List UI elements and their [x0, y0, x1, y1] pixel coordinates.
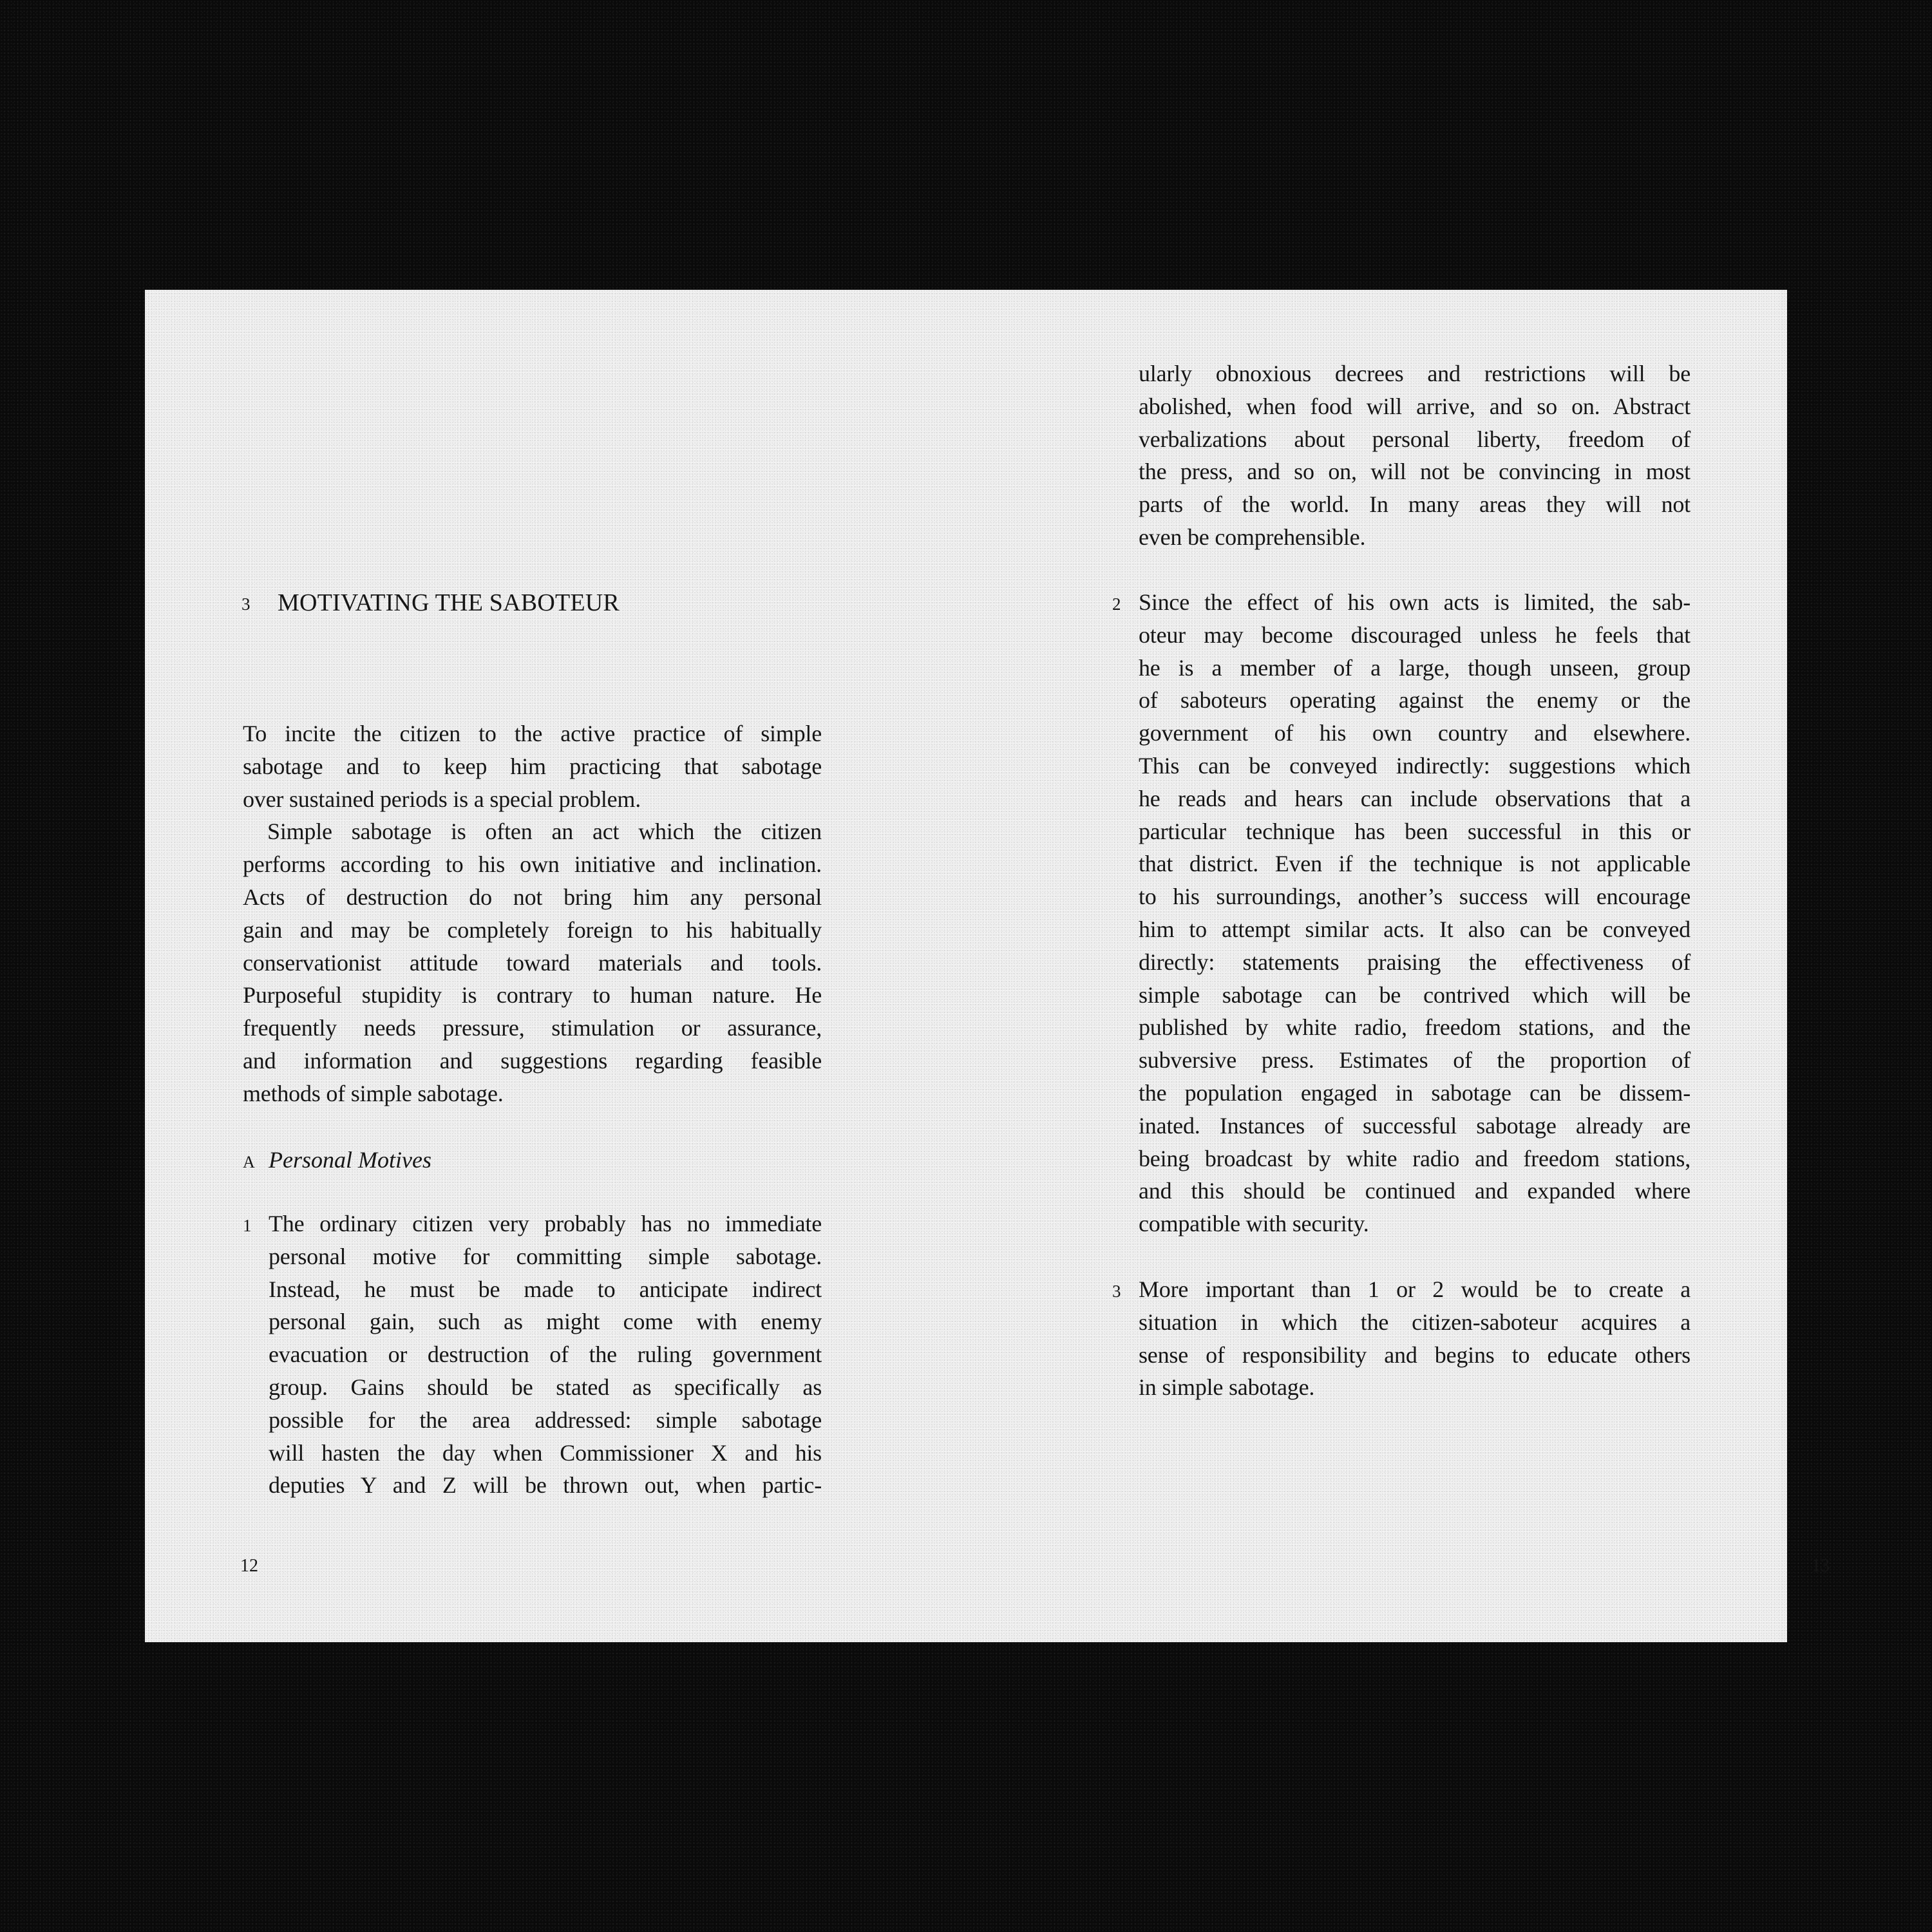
text-line: abolished, when food will arrive, and so on. Abstract [1139, 393, 1690, 419]
chapter-number: 3 [242, 594, 251, 614]
book-spread [145, 290, 1830, 1642]
text-line: subversive press. Estimates of the proportion of [1139, 1047, 1690, 1074]
text-line: frequently needs pressure, stimulation or assurance, [243, 1015, 822, 1041]
text-line: parts of the world. In many areas they will not [1139, 491, 1690, 518]
text-line: of saboteurs operating against the enemy or the [1139, 687, 1690, 714]
text-line: Purposeful stupidity is contrary to human nature. He [243, 982, 822, 1009]
text-line: verbalizations about personal liberty, freedom of [1139, 426, 1690, 452]
text-line: More important than 1 or 2 would be to create a [1139, 1276, 1690, 1302]
chapter-title: MOTIVATING THE SABOTEUR [278, 589, 620, 616]
text-line: ularly obnoxious decrees and restrictions will be [1139, 361, 1690, 386]
text-line: sense of responsibility and begins to educate others [1139, 1341, 1690, 1368]
right-page [966, 290, 1830, 1642]
text-line: The ordinary citizen very probably has no immediate [269, 1211, 822, 1236]
text-line: personal motive for committing simple sabotage. [269, 1243, 822, 1269]
text-line: deputies Y and Z will be thrown out, when partic- [269, 1472, 822, 1499]
text-line: him to attempt similar acts. It also can be conveyed [1139, 916, 1690, 942]
text-line: conservationist attitude toward materials and tools. [243, 949, 822, 976]
text-line: Simple sabotage is often an act which the citizen [267, 819, 822, 845]
text-line: Acts of destruction do not bring him any personal [243, 884, 822, 910]
text-line: situation in which the citizen-saboteur acquires a [1139, 1309, 1690, 1335]
page-number-right: 13 [1812, 1556, 1830, 1576]
text-line: Instead, he must be made to anticipate indirect [269, 1276, 822, 1302]
text-line: and this should be continued and expanded where [1139, 1178, 1690, 1204]
text-line: inated. Instances of successful sabotage already are [1139, 1112, 1690, 1139]
item-number-2: 2 [1112, 594, 1121, 614]
item-number-3: 3 [1112, 1282, 1121, 1301]
text-line: to his surroundings, another’s success will encourage [1139, 884, 1690, 910]
text-line: evacuation or destruction of the ruling government [269, 1341, 822, 1368]
section-title: Personal Motives [269, 1147, 431, 1173]
text-line: that district. Even if the technique is not applicable [1139, 851, 1690, 877]
text-line: oteur may become discouraged unless he feels that [1139, 621, 1690, 648]
text-line: performs according to his own initiative and inclination. [243, 851, 822, 878]
text-line: particular technique has been successful in this or [1139, 818, 1690, 844]
section-letter: A [243, 1153, 255, 1171]
text-line: group. Gains should be stated as specifically as [269, 1374, 822, 1400]
text-line: possible for the area addressed: simple sabotage [269, 1406, 822, 1433]
text-line: the population engaged in sabotage can be dissem- [1139, 1080, 1690, 1106]
text-line: directly: statements praising the effectiveness of [1139, 949, 1690, 975]
text-line: government of his own country and elsewhere. [1139, 720, 1690, 746]
text-line: and information and suggestions regarding feasible [243, 1048, 822, 1074]
text-line: This can be conveyed indirectly: suggestions which [1139, 753, 1690, 779]
text-line: in simple sabotage. [1139, 1374, 1315, 1401]
page-number-left: 12 [240, 1556, 258, 1576]
text-line: compatible with security. [1139, 1211, 1369, 1237]
text-line: To incite the citizen to the active practice of simple [243, 721, 822, 746]
text-line: the press, and so on, will not be convincing in most [1139, 459, 1690, 485]
text-line: sabotage and to keep him practicing that sabotage [243, 753, 822, 779]
left-page [145, 290, 966, 1642]
item-number-1: 1 [243, 1216, 252, 1235]
text-line: even be comprehensible. [1139, 524, 1366, 550]
text-line: being broadcast by white radio and freedom stations, [1139, 1145, 1690, 1171]
text-line: gain and may be completely foreign to his habitually [243, 916, 822, 943]
text-line: published by white radio, freedom stations, and the [1139, 1014, 1690, 1041]
text-line: Since the effect of his own acts is limited, the sab- [1139, 589, 1690, 615]
text-line: he reads and hears can include observations that a [1139, 785, 1690, 811]
text-line: will hasten the day when Commissioner X and his [269, 1439, 822, 1466]
text-line: simple sabotage can be contrived which will be [1139, 981, 1690, 1008]
text-line: he is a member of a large, though unseen, group [1139, 654, 1690, 681]
text-line: methods of simple sabotage. [243, 1080, 504, 1106]
text-line: over sustained periods is a special problem. [243, 786, 641, 812]
text-line: personal gain, such as might come with enemy [269, 1309, 822, 1335]
